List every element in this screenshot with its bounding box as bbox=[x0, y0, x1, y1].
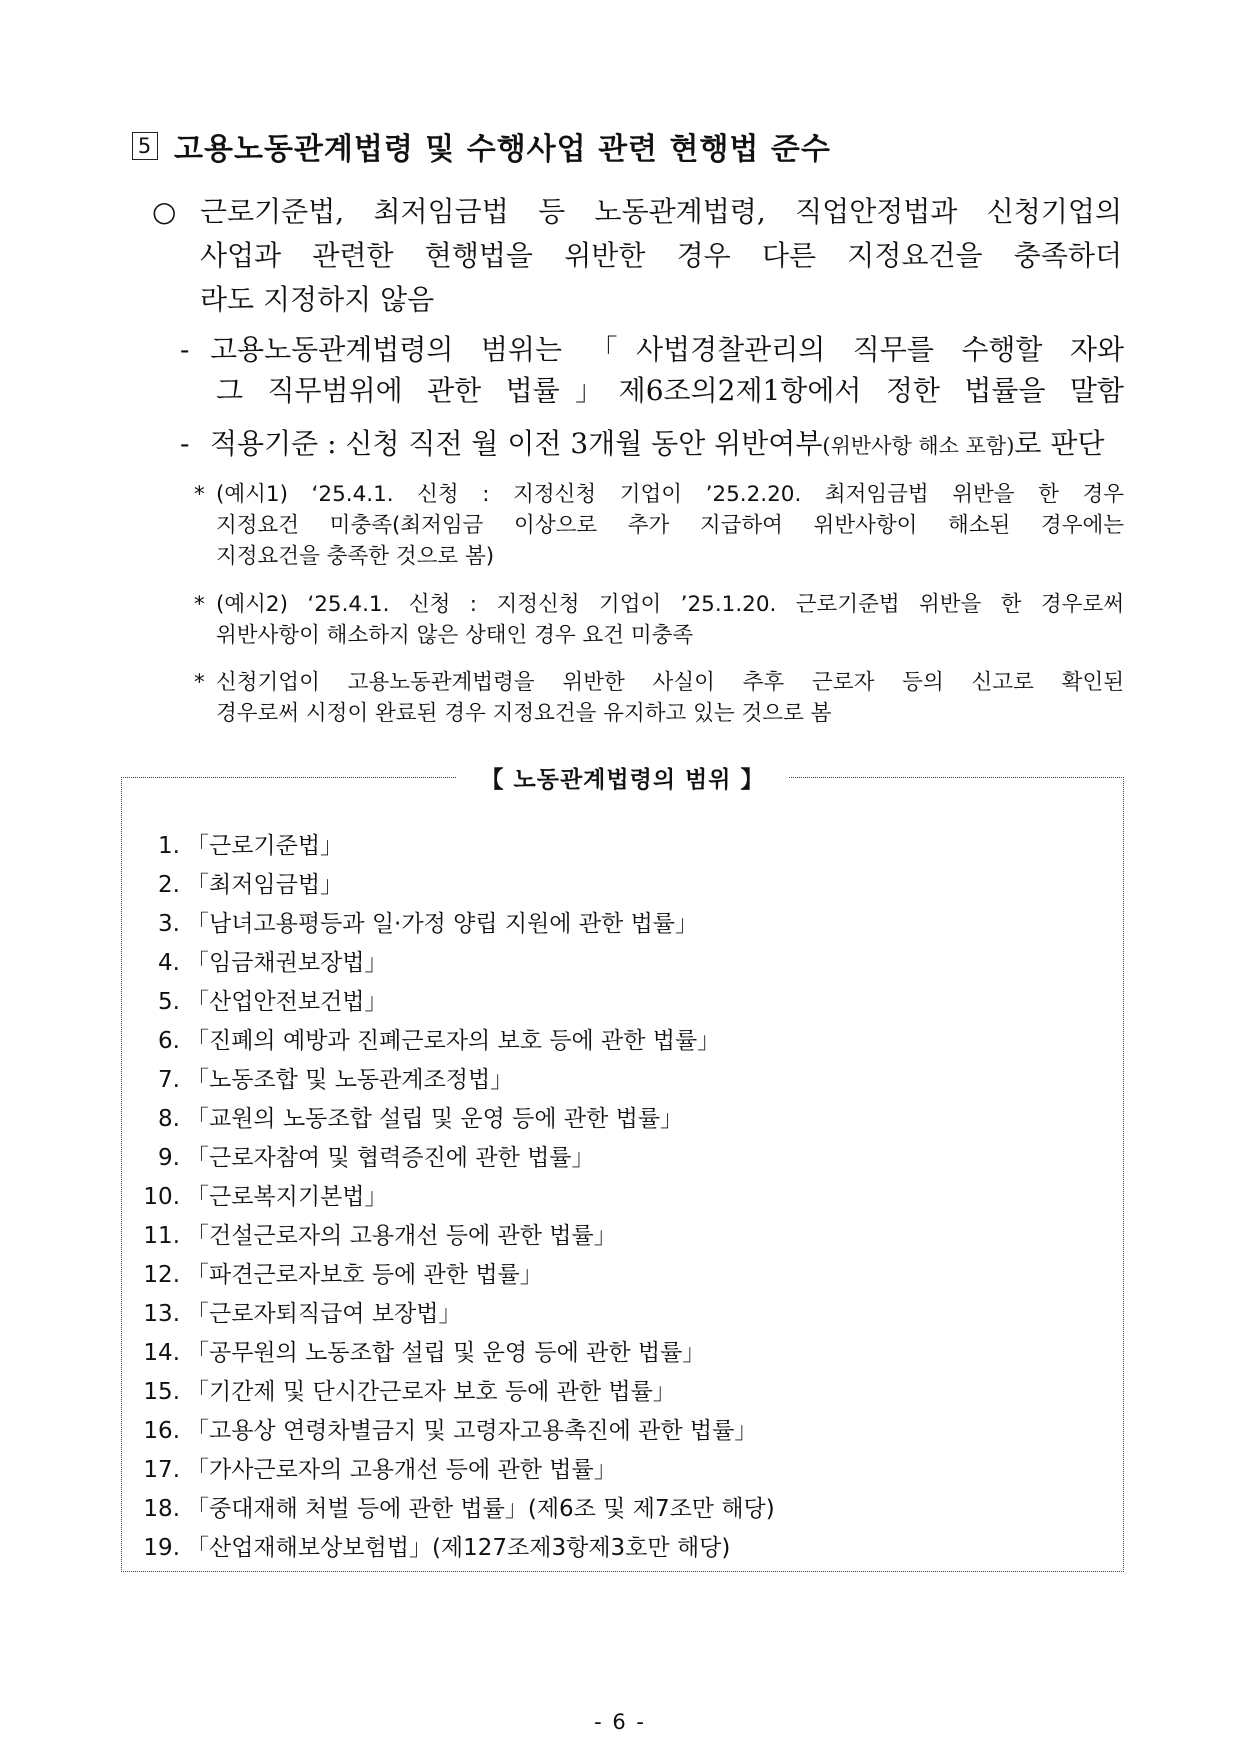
law-item-number: 11. bbox=[143, 1223, 180, 1249]
law-item-title: 「산업안전보건법」 bbox=[186, 989, 388, 1015]
law-item-number: 12. bbox=[143, 1262, 180, 1288]
law-item-number: 10. bbox=[143, 1184, 180, 1210]
law-item-number: 19. bbox=[143, 1535, 180, 1561]
law-item-number: 16. bbox=[143, 1418, 180, 1444]
law-item-title: 「가사근로자의 고용개선 등에 관한 법률」 bbox=[186, 1457, 617, 1483]
law-item-number: 5. bbox=[158, 989, 180, 1015]
law-list-item bbox=[122, 827, 775, 866]
dash-bullet: - bbox=[180, 427, 190, 460]
law-scope-line-2: 그 직무범위에 관한 법률」제6조의2제1항에서 정한 법률을 말함 bbox=[216, 374, 1124, 407]
main-point-text bbox=[200, 190, 1122, 322]
law-item-title: 「임금채권보장법」 bbox=[186, 950, 388, 976]
note-3-line-1: 신청기업이 고용노동관계법령을 위반한 사실이 추후 근로자 등의 신고로 확인된 bbox=[216, 670, 1124, 695]
section-title: 고용노동관계법령 및 수행사업 관련 현행법 준수 bbox=[174, 132, 831, 167]
law-item-title: 「고용상 연령차별금지 및 고령자고용촉진에 관한 법률」 bbox=[186, 1418, 758, 1444]
main-point-line-1: 근로기준법, 최저임금법 등 노동관계법령, 직업안정법과 신청기업의 bbox=[200, 195, 1122, 228]
main-point-line-2: 사업과 관련한 현행법을 위반한 경우 다른 지정요건을 충족하더 bbox=[200, 239, 1122, 272]
note-2-line-2: 위반사항이 해소하지 않은 상태인 경우 요건 미충족 bbox=[216, 623, 694, 648]
law-list-item bbox=[122, 944, 775, 983]
law-item-number: 1. bbox=[158, 833, 180, 859]
note-correction bbox=[194, 667, 1124, 729]
law-item-title: 「교원의 노동조합 설립 및 운영 등에 관한 법률」 bbox=[186, 1106, 684, 1132]
page-number: - 6 - bbox=[594, 1710, 646, 1734]
law-item-title: 「남녀고용평등과 일·가정 양립 지원에 관한 법률」 bbox=[186, 911, 699, 937]
law-item-title: 「산업재해보상보험법」(제127조제3항제3호만 해당) bbox=[186, 1535, 731, 1561]
law-list-item bbox=[122, 1100, 775, 1139]
law-item-title: 「근로자퇴직급여 보장법」 bbox=[186, 1301, 462, 1327]
law-item-title: 「노동조합 및 노동관계조정법」 bbox=[186, 1067, 514, 1093]
dash-bullet: - bbox=[180, 333, 190, 366]
law-item-number: 14. bbox=[143, 1340, 180, 1366]
law-list-item bbox=[122, 1373, 775, 1412]
law-item-number: 7. bbox=[158, 1067, 180, 1093]
law-list-item bbox=[122, 1256, 775, 1295]
note-example-1-text bbox=[216, 479, 1124, 572]
law-item-title: 「근로복지기본법」 bbox=[186, 1184, 388, 1210]
box-title: 【 노동관계법령의 범위 】 bbox=[457, 761, 789, 794]
law-list-item bbox=[122, 1139, 775, 1178]
criteria-tail: 로 판단 bbox=[1014, 427, 1105, 460]
law-list-item bbox=[122, 1022, 775, 1061]
law-list-item bbox=[122, 1178, 775, 1217]
law-item-title: 「근로자참여 및 협력증진에 관한 법률」 bbox=[186, 1145, 595, 1171]
note-example-1 bbox=[194, 479, 1124, 572]
circle-bullet: ○ bbox=[152, 195, 177, 228]
law-list-item bbox=[122, 1061, 775, 1100]
law-item-title: 「중대재해 처벌 등에 관한 법률」(제6조 및 제7조만 해당) bbox=[186, 1496, 775, 1522]
law-item-title: 「근로기준법」 bbox=[186, 833, 344, 859]
law-item-number: 9. bbox=[158, 1145, 180, 1171]
law-item-title: 「건설근로자의 고용개선 등에 관한 법률」 bbox=[186, 1223, 617, 1249]
law-scope-text bbox=[210, 329, 1124, 411]
law-item-number: 15. bbox=[143, 1379, 180, 1405]
law-item-title: 「기간제 및 단시간근로자 보호 등에 관한 법률」 bbox=[186, 1379, 676, 1405]
law-item-number: 18. bbox=[143, 1496, 180, 1522]
asterisk-mark: * bbox=[194, 670, 205, 695]
law-scope-line-1: 고용노동관계법령의 범위는 「사법경찰관리의 직무를 수행할 자와 bbox=[210, 333, 1124, 366]
criteria-text bbox=[210, 423, 1124, 467]
law-list-item bbox=[122, 1412, 775, 1451]
law-item-number: 8. bbox=[158, 1106, 180, 1132]
note-2-line-1: (예시2) ‘25.4.1. 신청 : 지정신청 기업이 ’25.1.20. 근로기준법 위반을 한 경우로써 bbox=[216, 592, 1124, 617]
criteria-parenthetical: (위반사항 해소 포함) bbox=[822, 434, 1015, 458]
law-item-number: 6. bbox=[158, 1028, 180, 1054]
section-number-box: 5 bbox=[132, 132, 158, 160]
labor-law-scope-box bbox=[121, 767, 1124, 1572]
criteria-paragraph bbox=[180, 423, 1124, 467]
law-item-title: 「진폐의 예방과 진폐근로자의 보호 등에 관한 법률」 bbox=[186, 1028, 721, 1054]
law-scope-paragraph bbox=[180, 329, 1124, 411]
note-example-2-text bbox=[216, 589, 1124, 651]
law-list-item bbox=[122, 983, 775, 1022]
asterisk-mark: * bbox=[194, 592, 205, 617]
law-list-item bbox=[122, 1490, 775, 1529]
law-list-item bbox=[122, 866, 775, 905]
criteria-main: 적용기준 : 신청 직전 월 이전 3개월 동안 위반여부 bbox=[210, 427, 823, 460]
law-item-number: 13. bbox=[143, 1301, 180, 1327]
section-heading bbox=[132, 124, 831, 168]
note-3-line-2: 경우로써 시정이 완료된 경우 지정요건을 유지하고 있는 것으로 봄 bbox=[216, 701, 832, 726]
law-item-title: 「파견근로자보호 등에 관한 법률」 bbox=[186, 1262, 543, 1288]
law-list-item bbox=[122, 1451, 775, 1490]
law-item-number: 3. bbox=[158, 911, 180, 937]
note-1-line-1: (예시1) ‘25.4.1. 신청 : 지정신청 기업이 ’25.2.20. 최저임금법 위반을 한 경우 bbox=[216, 482, 1124, 507]
law-item-title: 「공무원의 노동조합 설립 및 운영 등에 관한 법률」 bbox=[186, 1340, 706, 1366]
law-item-title: 「최저임금법」 bbox=[186, 872, 344, 898]
note-1-line-2: 지정요건 미충족(최저임금 이상으로 추가 지급하여 위반사항이 해소된 경우에는 bbox=[216, 513, 1124, 538]
law-list-item bbox=[122, 1529, 775, 1568]
note-correction-text bbox=[216, 667, 1124, 729]
law-list bbox=[122, 827, 775, 1568]
main-point-line-3: 라도 지정하지 않음 bbox=[200, 283, 435, 316]
law-list-item bbox=[122, 1217, 775, 1256]
law-list-item bbox=[122, 1295, 775, 1334]
main-point-paragraph bbox=[152, 190, 1122, 322]
law-item-number: 2. bbox=[158, 872, 180, 898]
law-list-item bbox=[122, 1334, 775, 1373]
law-item-number: 4. bbox=[158, 950, 180, 976]
law-list-item bbox=[122, 905, 775, 944]
law-item-number: 17. bbox=[143, 1457, 180, 1483]
note-1-line-3: 지정요건을 충족한 것으로 봄) bbox=[216, 544, 495, 569]
note-example-2 bbox=[194, 589, 1124, 651]
asterisk-mark: * bbox=[194, 482, 205, 507]
